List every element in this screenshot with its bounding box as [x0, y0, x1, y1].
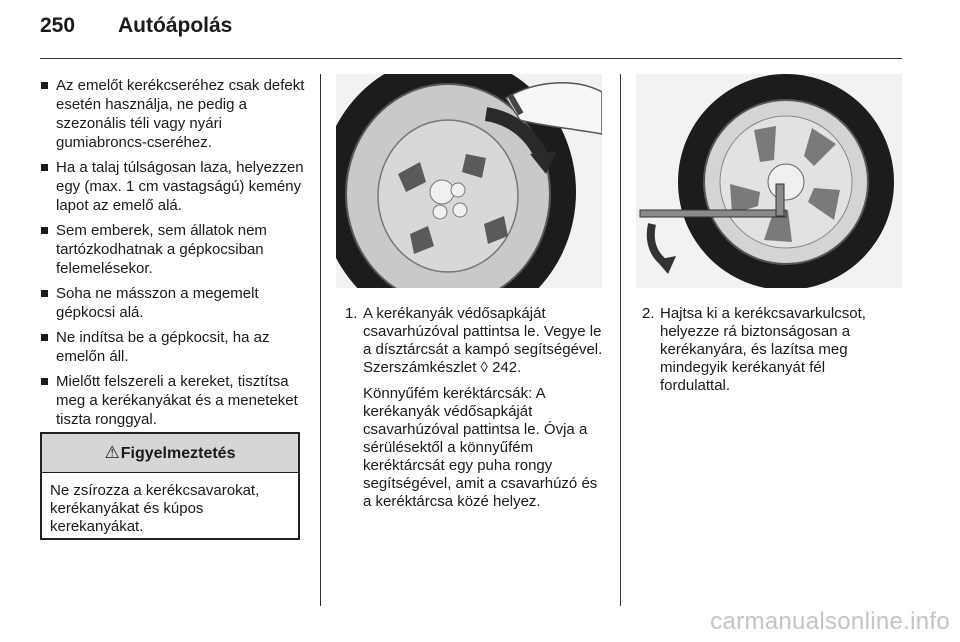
- step-2: [642, 305, 898, 403]
- step-1: [345, 305, 607, 519]
- column-divider-2: [620, 74, 621, 606]
- watermark: carmanualsonline.info: [710, 608, 950, 635]
- page-header: [40, 14, 232, 38]
- page-title: Autóápolás: [118, 14, 233, 37]
- bullet-item: Az emelőt kerékcseréhez csak defekt esetén használja, ne pedig a szezonális téli vagy nyári gumiabroncs-cseréhez.: [40, 76, 308, 152]
- safety-bullet-list: [40, 76, 308, 429]
- warning-body: Ne zsírozza a kerékcsavarokat, kerékanyákat és kúpos kerekanyákat.: [50, 482, 260, 535]
- hubcap-removal-illustration: [336, 74, 602, 288]
- step-2-paragraph-1: Hajtsa ki a kerékcsavarkulcsot, helyezze rá biztonságosan a kerékanyára, és lazítsa meg mindegyik kerékanyát fél fordulattal.: [660, 305, 866, 394]
- bullet-item: Sem emberek, sem állatok nem tartózkodhatnak a gépkocsiban felemelésekor.: [40, 221, 308, 278]
- step-1-paragraph-1: A kerékanyák védősapkáját csavarhúzóval pattintsa le. Vegye le a dísztárcsát a kampó segítségével. Szerszámkészlet ◊ 242.: [363, 305, 603, 376]
- bullet-item: Ne indítsa be a gépkocsit, ha az emelőn áll.: [40, 328, 308, 366]
- bullet-item: Mielőtt felszereli a kereket, tisztítsa meg a kerékanyákat és a meneteket tiszta ronggyal.: [40, 372, 308, 429]
- warning-title: Figyelmeztetés: [120, 445, 236, 462]
- wheel-nut-loosening-illustration: [636, 74, 902, 288]
- column-divider-1: [320, 74, 321, 606]
- header-rule: [40, 58, 902, 59]
- warning-header: [42, 434, 298, 473]
- step-1-paragraph-2: Könnyűfém keréktárcsák: A kerékanyák védősapkáját csavarhúzóval pattintsa le. Óvja a sérülésektől a könnyűfém keréktárcsát egy puha rongy segítségével, amit a csavarhúzó és a keréktárcsa közé helyez.: [363, 385, 598, 510]
- step-number: 2.: [642, 305, 655, 322]
- warning-box: [40, 432, 300, 540]
- step-number: 1.: [345, 305, 358, 322]
- bullet-item: Ha a talaj túlságosan laza, helyezzen egy (max. 1 cm vastagságú) kemény lapot az emelő alá.: [40, 158, 308, 215]
- warning-triangle-icon: ⚠: [104, 443, 120, 462]
- bullet-item: Soha ne másszon a megemelt gépkocsi alá.: [40, 284, 308, 322]
- page-number: 250: [40, 14, 76, 37]
- left-column: [40, 76, 308, 435]
